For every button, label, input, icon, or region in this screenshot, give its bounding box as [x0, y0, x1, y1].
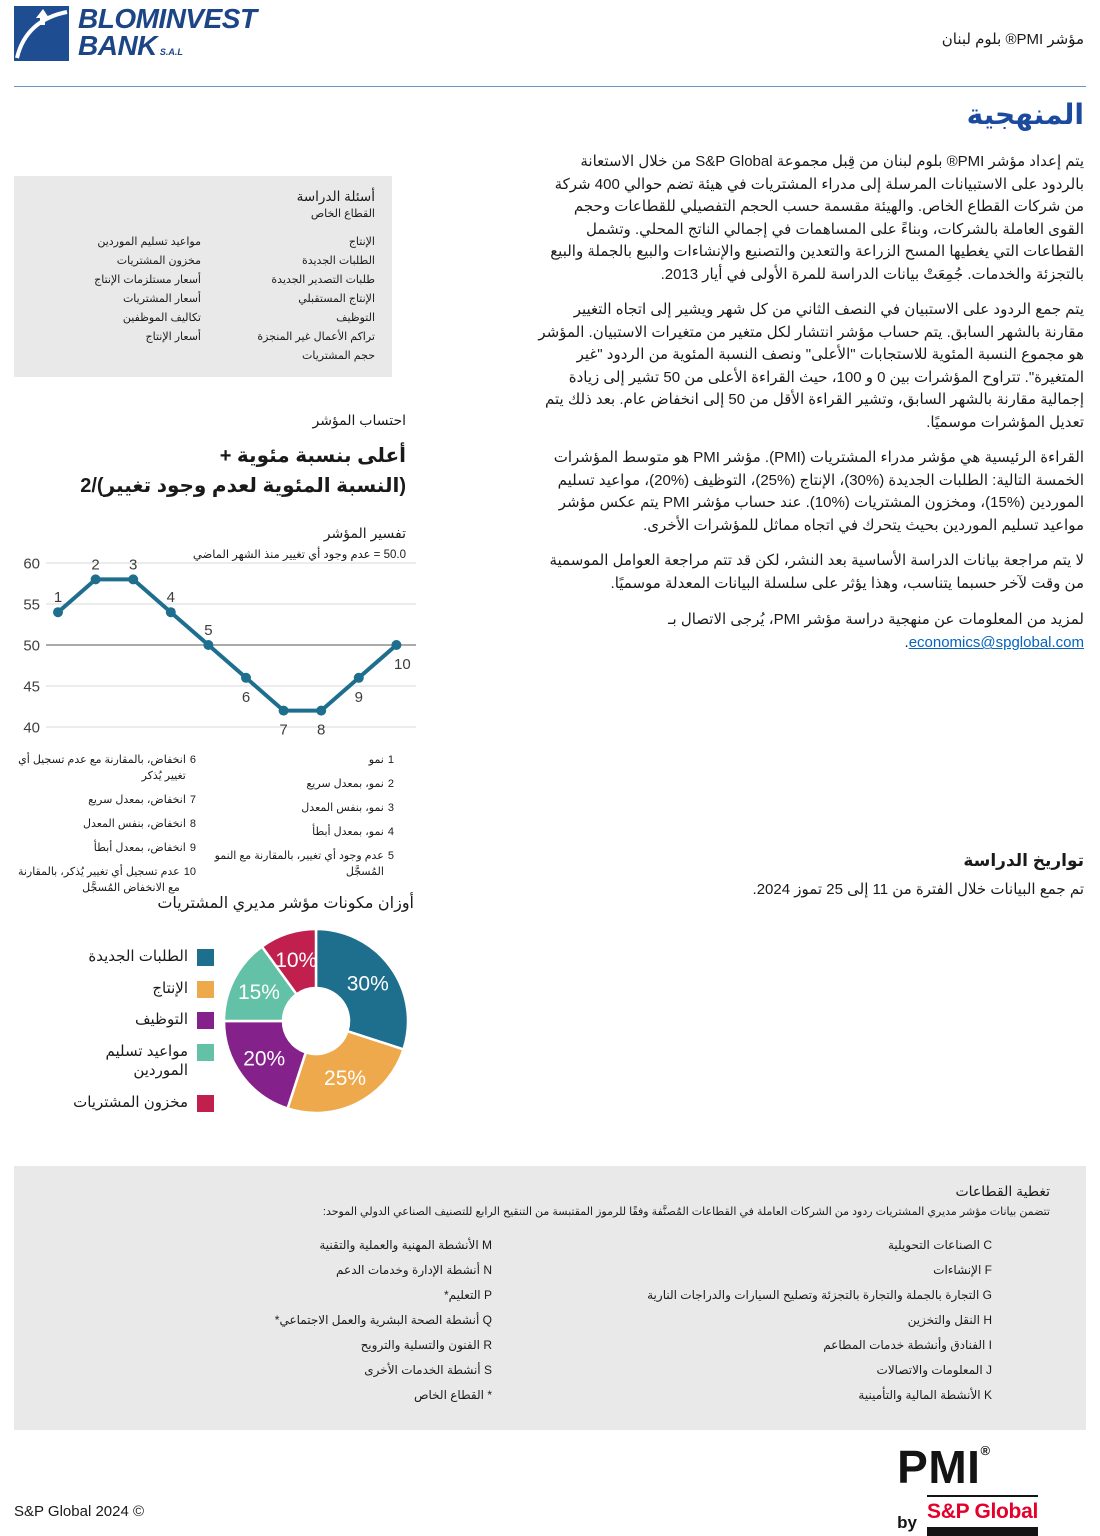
methodology-paragraph-1: يتم إعداد مؤشر PMI® بلوم لبنان من قِبل مجموعة S&P Global من خلال الاستعانة بالردود على الاستبيانات المرسلة إلى مدراء المشتريات في هيئة تضم حوالي 400 شركة من شركات القطاع الخاص. والهيئة مقسمة حسب الحجم التفصيلي للقطاعات وحجم القوى العاملة بالشركات، وبناءً على المساهمات في إجمالي الناتج المحلي. وتشمل القطاعات التي يغطيها المسح الزراعة والتعدين والتصنيع والإنشاءات والبيع بالجملة والبيع بالتجزئة والخدمات. جُمِعَتْ بيانات الدراسة للمرة الأولى في أيار 2013.: [550, 153, 1084, 283]
svg-text:50: 50: [23, 637, 40, 655]
pmi-wordmark: PMI®: [897, 1441, 991, 1493]
registered-mark: ®: [980, 1443, 991, 1458]
survey-question-item: الإنتاج المستقبلي: [298, 293, 375, 305]
sector-label: الفنادق وأنشطة خدمات المطاعم: [823, 1338, 986, 1352]
legend-item-number: 9: [189, 841, 196, 854]
legend-item-number: 5: [387, 849, 394, 862]
legend-color-swatch: [197, 1012, 214, 1029]
sector-item: [550, 1233, 992, 1258]
svg-text:9: 9: [354, 688, 363, 706]
sector-item: [50, 1333, 492, 1358]
sector-coverage-box: [14, 1166, 1086, 1430]
sector-code: P: [483, 1288, 492, 1302]
index-calculation-title: احتساب المؤشر: [312, 412, 406, 428]
legend-item: [14, 753, 196, 785]
donut-legend-item: [14, 1093, 214, 1113]
methodology-paragraph-4: لا يتم مراجعة بيانات الدراسة الأساسية بعد النشر، لكن قد تتم مراجعة العوامل الموسمية من وقت لآخر حسبما يتناسب، وهذا يؤثر على سلسلة البيانات المعدلة موسميًا.: [549, 552, 1084, 592]
survey-questions-column-2: [31, 233, 201, 366]
contact-line: [536, 608, 1084, 655]
survey-question-item: أسعار المشتريات: [122, 293, 201, 305]
svg-text:3: 3: [129, 556, 138, 574]
legend-item-number: 2: [387, 777, 394, 790]
legend-item-text: نمو، بمعدل أبطأ: [312, 825, 384, 838]
sector-coverage-title: تغطية القطاعات: [955, 1183, 1050, 1199]
svg-text:7: 7: [279, 721, 288, 739]
survey-questions-column-1: [205, 233, 375, 366]
survey-questions-title: أسئلة الدراسة: [296, 189, 375, 204]
formula-line-2: (النسبة المئوية لعدم وجود تغيير)/2: [80, 475, 406, 497]
sector-label: المعلومات والاتصالات: [876, 1363, 983, 1377]
svg-text:40: 40: [23, 719, 40, 737]
sector-code: N: [483, 1263, 492, 1277]
sector-item: [550, 1333, 992, 1358]
survey-question-item: مخزون المشتريات: [116, 255, 201, 267]
sector-label: الصناعات التحويلية: [887, 1238, 980, 1252]
sector-code: R: [483, 1338, 492, 1352]
sector-label: الأنشطة المهنية والعملية والتقنية: [319, 1238, 479, 1252]
legend-item: [212, 777, 394, 793]
formula-line-1: أعلى بنسبة مئوية +: [219, 445, 406, 467]
survey-questions-subtitle: القطاع الخاص: [310, 208, 375, 220]
legend-item-text: انخفاض، بمعدل أبطأ: [93, 841, 186, 854]
svg-text:10: 10: [394, 656, 411, 673]
weights-chart-title: أوزان مكونات مؤشر مديري المشتريات: [157, 895, 414, 912]
legend-item-text: انخفاض، بمعدل سريع: [88, 793, 186, 806]
legend-color-swatch: [197, 981, 214, 998]
sector-item: [50, 1383, 492, 1408]
index-formula: [14, 441, 406, 501]
legend-decline-column: [14, 753, 196, 897]
pmi-sp-global-logo: [897, 1441, 1038, 1536]
blominvest-logo: [14, 3, 257, 61]
survey-dates-section: [536, 851, 1084, 898]
sector-item: [550, 1308, 992, 1333]
sector-column-right: [550, 1233, 1050, 1408]
header-divider: [14, 86, 1086, 87]
donut-legend-item: [14, 979, 214, 999]
index-calculation-section: [14, 412, 406, 561]
document-title: مؤشر PMI® بلوم لبنان: [941, 31, 1084, 48]
legend-item-number: 4: [387, 825, 394, 838]
sector-item: [550, 1283, 992, 1308]
pmi-logo-rule: [927, 1495, 1038, 1497]
legend-item-number: 1: [387, 754, 394, 766]
sector-item: [50, 1233, 492, 1258]
svg-text:6: 6: [241, 688, 251, 706]
legend-item-text: نمو: [368, 754, 384, 766]
svg-text:45: 45: [23, 678, 40, 696]
svg-text:55: 55: [23, 596, 40, 614]
interpretation-title: تفسير المؤشر: [323, 525, 406, 541]
pmi-logo-bar: [927, 1527, 1038, 1536]
pmi-weights-donut-chart: [218, 923, 414, 1119]
svg-text:8: 8: [317, 721, 326, 739]
svg-text:60: 60: [23, 555, 40, 573]
sector-code: C: [983, 1238, 992, 1252]
contact-email-link[interactable]: economics@spglobal.com: [908, 634, 1084, 652]
donut-legend-label: التوظيف: [134, 1011, 188, 1028]
sector-label: أنشطة الصحة البشرية والعمل الاجتماعي*: [274, 1313, 480, 1327]
methodology-paragraph-2: يتم جمع الردود على الاستبيان في النصف الثاني من كل شهر ويشير إلى اتجاه التغيير مقارنة بالشهر السابق. يتم حساب مؤشر انتشار لكل متغير من متغيرات الاستبيان. المؤشر هو مجموع النسبة المئوية للاستجابات "الأعلى" ونصف النسبة المئوية من الردود "غير المتغيرة". تتراوح المؤشرات بين 0 و 100، حيث القراءة الأعلى من 50 تشير إلى زيادة إجمالية مقارنة بالشهر السابق، وتشير القراءة الأقل من 50 إلى انخفاض عام. بعد ذلك يتم تعديل المؤشرات موسميًا.: [538, 301, 1084, 431]
sector-item: [550, 1258, 992, 1283]
svg-text:2: 2: [91, 556, 100, 574]
methodology-paragraph-3: القراءة الرئيسية هي مؤشر مدراء المشتريات (PMI). مؤشر PMI هو متوسط المؤشرات الخمسة التالية: الطلبات الجديدة (%30)، الإنتاج (%25)، التوظيف (%20)، مواعيد تسليم الموردين (%15)، ومخزون المشتريات (%10). عند حساب مؤشر PMI يتم عكس مؤشر مواعيد تسليم الموردين بحيث يتحرك في اتجاه مماثل للمؤشرات الأخرى.: [553, 449, 1084, 534]
sector-label: التعليم*: [443, 1288, 481, 1302]
sector-item: [50, 1283, 492, 1308]
survey-question-item: الطلبات الجديدة: [301, 255, 375, 267]
legend-item-text: نمو، بمعدل سريع: [306, 777, 384, 790]
donut-legend-item: [14, 1010, 214, 1030]
legend-item: [212, 753, 394, 769]
sector-label: التجارة بالجملة والتجارة بالتجزئة وتصليح السيارات والدراجات النارية: [647, 1288, 980, 1302]
sector-label: الفنون والتسلية والترويح: [360, 1338, 480, 1352]
svg-text:25%: 25%: [324, 1067, 367, 1091]
svg-text:10%: 10%: [275, 949, 318, 973]
legend-item-text: عدم وجود أي تغيير، بالمقارنة مع النمو المُسجَّل: [214, 849, 384, 878]
logo-line2: BANK: [78, 29, 157, 61]
legend-item-number: 10: [183, 865, 196, 878]
blominvest-logo-icon: [14, 6, 69, 61]
survey-questions-box: [14, 176, 392, 377]
sector-item: [50, 1358, 492, 1383]
survey-question-item: تراكم الأعمال غير المنجزة: [257, 331, 375, 343]
pmi-by-text: by: [897, 1513, 918, 1532]
donut-legend: [14, 947, 214, 1112]
survey-dates-title: تواريخ الدراسة: [963, 851, 1084, 870]
survey-question-item: الإنتاج: [348, 236, 375, 248]
legend-item: [14, 865, 196, 897]
svg-text:5: 5: [204, 622, 213, 639]
legend-color-swatch: [197, 949, 214, 966]
donut-legend-label: مواعيد تسليم الموردين: [105, 1042, 188, 1079]
survey-question-item: التوظيف: [336, 312, 375, 324]
index-interpretation-line-chart: [14, 546, 424, 751]
donut-legend-label: الطلبات الجديدة: [88, 948, 188, 965]
weights-donut-block: [14, 920, 434, 1158]
legend-item-text: نمو، بنفس المعدل: [301, 801, 384, 814]
sector-label: الأنشطة المالية والتأمينية: [858, 1388, 981, 1402]
methodology-title: المنهجية: [966, 99, 1084, 130]
svg-text:20%: 20%: [243, 1047, 286, 1071]
survey-question-item: مواعيد تسليم الموردين: [97, 236, 201, 248]
methodology-section: [536, 98, 1084, 670]
legend-item: [212, 801, 394, 817]
survey-question-item: طلبات التصدير الجديدة: [271, 274, 375, 286]
contact-prefix: لمزيد من المعلومات عن منهجية دراسة مؤشر PMI، يُرجى الاتصال بـ: [668, 611, 1084, 628]
legend-item: [14, 817, 196, 833]
blominvest-logo-text: [78, 3, 257, 61]
donut-legend-label: مخزون المشتريات: [73, 1093, 188, 1111]
sector-item: [550, 1383, 992, 1408]
legend-item: [212, 825, 394, 841]
line-chart-legend: [14, 753, 394, 897]
sector-code: H: [983, 1313, 992, 1327]
legend-color-swatch: [197, 1095, 214, 1112]
legend-item-number: 8: [189, 817, 196, 830]
sector-code: J: [986, 1363, 992, 1377]
legend-item-number: 7: [189, 793, 196, 806]
sector-code: *: [487, 1388, 492, 1402]
sp-global-brand: S&P Global: [927, 1500, 1038, 1523]
donut-legend-label: الإنتاج: [152, 979, 188, 997]
copyright-text: S&P Global 2024 ©: [14, 1503, 145, 1520]
legend-item-text: عدم تسجيل أي تغيير يُذكر، بالمقارنة مع الانخفاض المُسجَّل: [17, 865, 180, 894]
sector-code: G: [982, 1288, 992, 1302]
sector-label: الإنشاءات: [933, 1263, 982, 1277]
survey-dates-text: تم جمع البيانات خلال الفترة من 11 إلى 25 تموز 2024.: [752, 881, 1084, 898]
svg-text:15%: 15%: [237, 980, 280, 1004]
sector-column-left: [50, 1233, 550, 1408]
interpretation-note: 50.0 = عدم وجود أي تغيير منذ الشهر الماضي: [192, 549, 406, 561]
survey-question-item: تكاليف الموظفين: [122, 312, 201, 324]
sector-item: [50, 1258, 492, 1283]
donut-legend-item: [14, 947, 214, 967]
legend-growth-column: [212, 753, 394, 897]
sector-code: Q: [482, 1313, 492, 1327]
legend-item-text: انخفاض، بنفس المعدل: [82, 817, 186, 830]
survey-question-item: أسعار الإنتاج: [145, 331, 201, 343]
survey-question-item: أسعار مستلزمات الإنتاج: [94, 274, 201, 286]
contact-suffix: .: [904, 634, 909, 652]
legend-item: [14, 841, 196, 857]
logo-line1: BLOMINVEST: [78, 3, 257, 34]
sector-label: أنشطة الخدمات الأخرى: [364, 1363, 481, 1377]
svg-text:4: 4: [166, 589, 175, 607]
sector-code: I: [988, 1338, 992, 1352]
sector-item: [550, 1358, 992, 1383]
legend-item-number: 3: [387, 801, 394, 814]
sector-code: M: [482, 1238, 492, 1252]
legend-item: [212, 849, 394, 881]
svg-text:30%: 30%: [346, 972, 389, 996]
legend-color-swatch: [197, 1044, 214, 1061]
sector-code: F: [984, 1263, 992, 1277]
survey-question-item: حجم المشتريات: [301, 350, 375, 362]
sector-code: K: [983, 1388, 992, 1402]
sector-label: القطاع الخاص: [414, 1388, 484, 1402]
sector-coverage-intro: تتضمن بيانات مؤشر مديري المشتريات ردود من الشركات العاملة في القطاعات المُصنَّفة وفقًا للرموز المقتبسة من التنقيح الرابع للتصنيف الصناعي الدولي الموحد:: [322, 1206, 1050, 1218]
logo-sal: S.A.L: [159, 46, 183, 57]
sector-item: [50, 1308, 492, 1333]
sector-code: S: [483, 1363, 492, 1377]
legend-item-number: 6: [189, 754, 196, 766]
sector-label: أنشطة الإدارة وخدمات الدعم: [336, 1263, 480, 1277]
donut-legend-item: [14, 1042, 214, 1081]
legend-item: [14, 793, 196, 809]
sector-label: النقل والتخزين: [907, 1313, 980, 1327]
svg-text:1: 1: [53, 589, 63, 607]
legend-item-text: انخفاض، بالمقارنة مع عدم تسجيل أي تغيير يُذكر: [18, 754, 186, 782]
